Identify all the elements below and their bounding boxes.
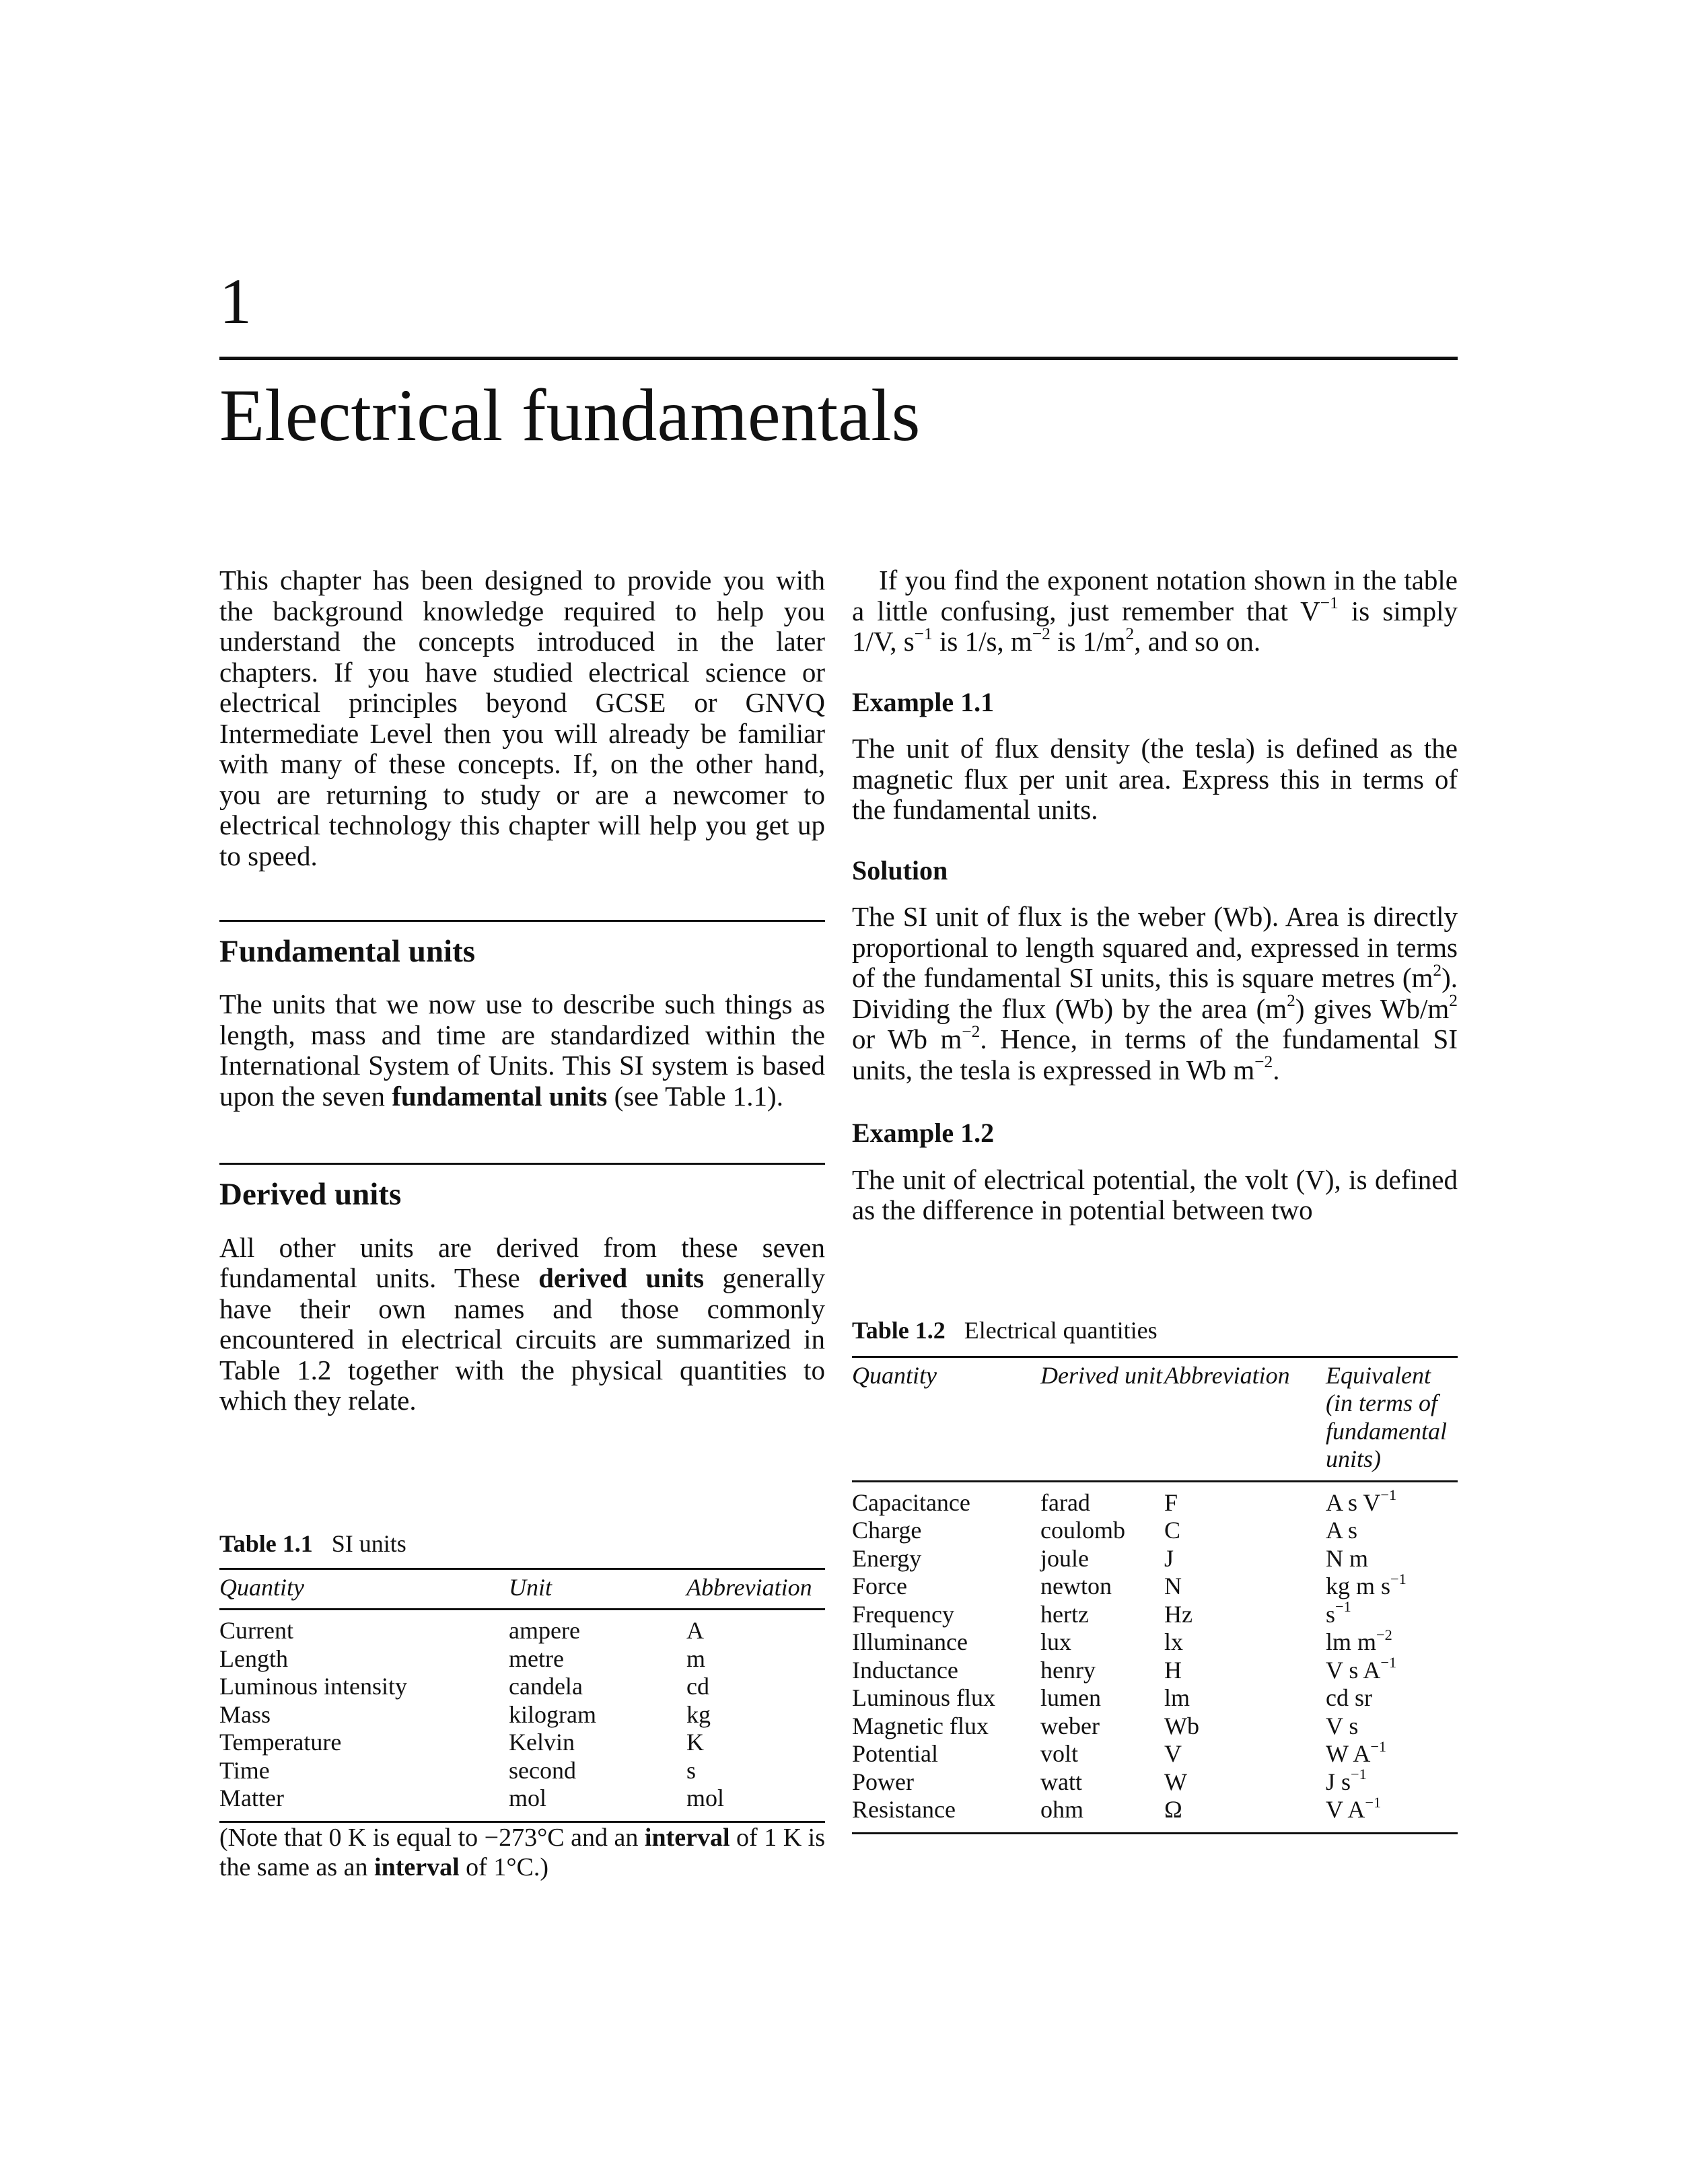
equivalent-unit: lm m — [1326, 1628, 1377, 1656]
exponent: −1 — [1335, 1598, 1351, 1616]
equivalent-unit: V s — [1326, 1712, 1359, 1739]
table-cell: Length — [219, 1645, 288, 1672]
table-row — [219, 1701, 825, 1729]
table-cell: candela — [509, 1673, 583, 1700]
table-row — [852, 1740, 1458, 1768]
section-rule — [219, 920, 825, 922]
equivalent-unit: A s V — [1326, 1488, 1381, 1516]
table-cell: Matter — [219, 1785, 284, 1812]
table-row — [852, 1573, 1458, 1601]
solution-text: The SI unit of flux is the weber (Wb). Area is directly proportional to length squared and, expressed in terms of the fundamental SI units, this is square metres $(m^2)$. Dividing the flux (Wb) by the area $(m^2)$ gives $Wb/m^2$ or Wb $m^{-2}$. Hence, in terms of the fundamental SI units, the tesla is expressed in Wb $m^{-2}$. — [852, 901, 1458, 1085]
table-cell — [1326, 1545, 1458, 1573]
table-row — [219, 1785, 825, 1822]
table-cell: Potential — [852, 1740, 938, 1768]
heading-derived-units: Derived units — [219, 1177, 402, 1213]
table-cell: A — [686, 1617, 704, 1645]
table-cell: Magnetic flux — [852, 1712, 989, 1739]
table-cell: Capacitance — [852, 1488, 970, 1516]
intro-paragraph: This chapter has been designed to provide you with the background knowledge required to help you understand the concepts introduced in the later chapters. If you have studied electrical science or electrical principles beyond GCSE or GNVQ Intermediate Level then you will already be familiar with many of these concepts. If, on the other hand, you are returning to study or are a newcomer to electrical technology this chapter will help you get up to speed. — [219, 565, 825, 871]
heading-fundamental-units: Fundamental units — [219, 934, 476, 969]
table-1-1-note: (Note that 0 K is equal to −273°C and an interval of 1 K is the same as an interval of 1°C.) — [219, 1823, 825, 1881]
table-cell: V — [1164, 1740, 1182, 1768]
table-1-2-caption: Table 1.2 Electrical quantities — [852, 1316, 1158, 1344]
exponent: −1 — [1380, 1486, 1397, 1504]
table-cell: Mass — [219, 1700, 271, 1728]
table-cell: Time — [219, 1756, 270, 1784]
table-cell: lumen — [1040, 1684, 1101, 1712]
table-row — [852, 1768, 1458, 1797]
table-cell: Kelvin — [509, 1729, 575, 1756]
table-cell: kilogram — [509, 1700, 596, 1728]
left-column — [219, 565, 825, 1882]
table-row — [852, 1601, 1458, 1629]
table-cell: volt — [1040, 1740, 1079, 1768]
table-cell: farad — [1040, 1488, 1090, 1516]
table-row — [219, 1729, 825, 1757]
example-1-2-heading: Example 1.2 — [852, 1118, 995, 1148]
table-cell: Inductance — [852, 1656, 958, 1684]
exponent: −2 — [1376, 1626, 1392, 1643]
equivalent-unit: A s — [1326, 1517, 1358, 1544]
table-cell: hertz — [1040, 1600, 1089, 1628]
table-row — [852, 1796, 1458, 1833]
column-header: Quantity — [852, 1361, 937, 1389]
equivalent-unit: V s A — [1326, 1656, 1381, 1684]
fundamental-units-paragraph: The units that we now use to describe such things as length, mass and time are standardized within the International System of Units. This SI system is based upon the seven fundamental units (see Table 1.1). — [219, 988, 825, 1112]
column-header: Quantity — [219, 1573, 304, 1601]
equivalent-unit: N m — [1326, 1544, 1368, 1572]
table-cell: henry — [1040, 1656, 1096, 1684]
example-1-2-text: The unit of electrical potential, the volt (V), is defined as the difference in potential between two — [852, 1163, 1458, 1225]
example-1-1-text: The unit of flux density (the tesla) is defined as the magnetic flux per unit area. Express this in terms of the fundamental units. — [852, 733, 1458, 825]
exponent: −1 — [1351, 1766, 1367, 1783]
table-cell: weber — [1040, 1712, 1100, 1739]
table-cell: Wb — [1164, 1712, 1199, 1739]
column-header: Equivalent (in terms of fundamental units) — [1326, 1361, 1447, 1473]
table-cell: cd — [686, 1673, 709, 1700]
table-cell: Ω — [1164, 1796, 1182, 1824]
table-cell — [1326, 1713, 1458, 1741]
table-row — [219, 1757, 825, 1785]
table-cell: Current — [219, 1617, 293, 1645]
table-cell: W — [1164, 1768, 1187, 1795]
table-cell: Energy — [852, 1544, 922, 1572]
column-header: Unit — [509, 1573, 553, 1601]
table-cell: lx — [1164, 1628, 1184, 1656]
table-row — [852, 1545, 1458, 1573]
example-1-1-heading: Example 1.1 — [852, 686, 995, 717]
table-cell: kg — [686, 1700, 711, 1728]
exponent-paragraph: If you find the exponent notation shown in the table a little confusing, just remember that $V^{-1}$ is simply 1/V, $s^{-1}$ is 1/s, $m^{-2}$ is $1/m^2$, and so on. — [852, 565, 1458, 657]
table-row — [852, 1684, 1458, 1713]
column-header: Abbreviation — [1164, 1361, 1290, 1389]
equivalent-unit: V A — [1326, 1796, 1365, 1824]
equivalent-unit: J s — [1326, 1768, 1351, 1795]
chapter-title: Electrical fundamentals — [219, 374, 921, 456]
table-cell: newton — [1040, 1573, 1112, 1600]
table-cell: Power — [852, 1768, 914, 1795]
table-cell: metre — [509, 1645, 564, 1672]
table-cell: Force — [852, 1573, 907, 1600]
chapter-title-rule — [219, 357, 1458, 360]
solution-heading: Solution — [852, 855, 948, 886]
table-cell: joule — [1040, 1544, 1089, 1572]
table-cell — [1326, 1737, 1458, 1768]
table-cell: Luminous flux — [852, 1684, 995, 1712]
table-cell — [1326, 1598, 1458, 1629]
table-row — [852, 1713, 1458, 1741]
table-cell: s — [686, 1756, 697, 1784]
table-cell — [1326, 1768, 1458, 1797]
exponent: −1 — [1380, 1654, 1397, 1671]
equivalent-unit: W A — [1326, 1740, 1371, 1768]
right-column — [852, 565, 1458, 1834]
section-rule — [219, 1163, 825, 1165]
table-cell: second — [509, 1756, 576, 1784]
column-header: Abbreviation — [686, 1573, 812, 1601]
table-cell: Hz — [1164, 1600, 1193, 1628]
table-cell: J — [1164, 1544, 1174, 1572]
chapter-number: 1 — [219, 265, 252, 337]
derived-units-paragraph: All other units are derived from these seven fundamental units. These derived units generally have their own names and those commonly encountered in electrical circuits are summarized in Table 1.2 together with the physical quantities to which they relate. — [219, 1231, 826, 1416]
table-cell: Luminous intensity — [219, 1673, 407, 1700]
exponent: −1 — [1365, 1793, 1382, 1811]
table-cell — [1326, 1570, 1458, 1601]
table-cell: mol — [686, 1785, 725, 1812]
table-cell: F — [1164, 1488, 1178, 1516]
table-cell: Frequency — [852, 1600, 954, 1628]
table-row — [852, 1628, 1458, 1657]
table-cell — [1326, 1517, 1458, 1545]
table-row — [852, 1517, 1458, 1545]
table-cell: ohm — [1040, 1796, 1084, 1824]
table-cell: K — [686, 1729, 704, 1756]
equivalent-unit: cd sr — [1326, 1684, 1372, 1712]
table-1-1-caption: Table 1.1 SI units — [219, 1529, 406, 1557]
table-cell: mol — [509, 1785, 547, 1812]
table-cell: lux — [1040, 1628, 1072, 1656]
table-si-units — [219, 1568, 825, 1823]
column-header: Derived unit — [1040, 1361, 1162, 1389]
table-cell: ampere — [509, 1617, 580, 1645]
table-cell: coulomb — [1040, 1517, 1125, 1544]
table-row — [852, 1657, 1458, 1685]
table-cell: C — [1164, 1517, 1181, 1544]
table-row — [219, 1610, 825, 1645]
table-cell — [1326, 1481, 1458, 1517]
table-cell: Illuminance — [852, 1628, 968, 1656]
table-cell: H — [1164, 1656, 1182, 1684]
table-row — [219, 1645, 825, 1673]
table-cell: N — [1164, 1573, 1182, 1600]
table-cell: Charge — [852, 1517, 922, 1544]
table-cell: lm — [1164, 1684, 1190, 1712]
equivalent-unit: kg m s — [1326, 1573, 1391, 1600]
exponent: −1 — [1370, 1737, 1387, 1755]
table-electrical-quantities — [852, 1356, 1458, 1834]
table-cell — [1326, 1628, 1458, 1657]
table-row — [219, 1673, 825, 1701]
table-cell: m — [686, 1645, 706, 1672]
table-cell: Temperature — [219, 1729, 342, 1756]
table-row — [852, 1481, 1458, 1517]
table-cell — [1326, 1654, 1458, 1685]
exponent: −1 — [1390, 1570, 1407, 1587]
table-cell — [1326, 1793, 1458, 1833]
table-cell: Resistance — [852, 1796, 956, 1824]
table-cell: watt — [1040, 1768, 1082, 1795]
equivalent-unit: s — [1326, 1600, 1336, 1628]
table-cell — [1326, 1684, 1458, 1713]
